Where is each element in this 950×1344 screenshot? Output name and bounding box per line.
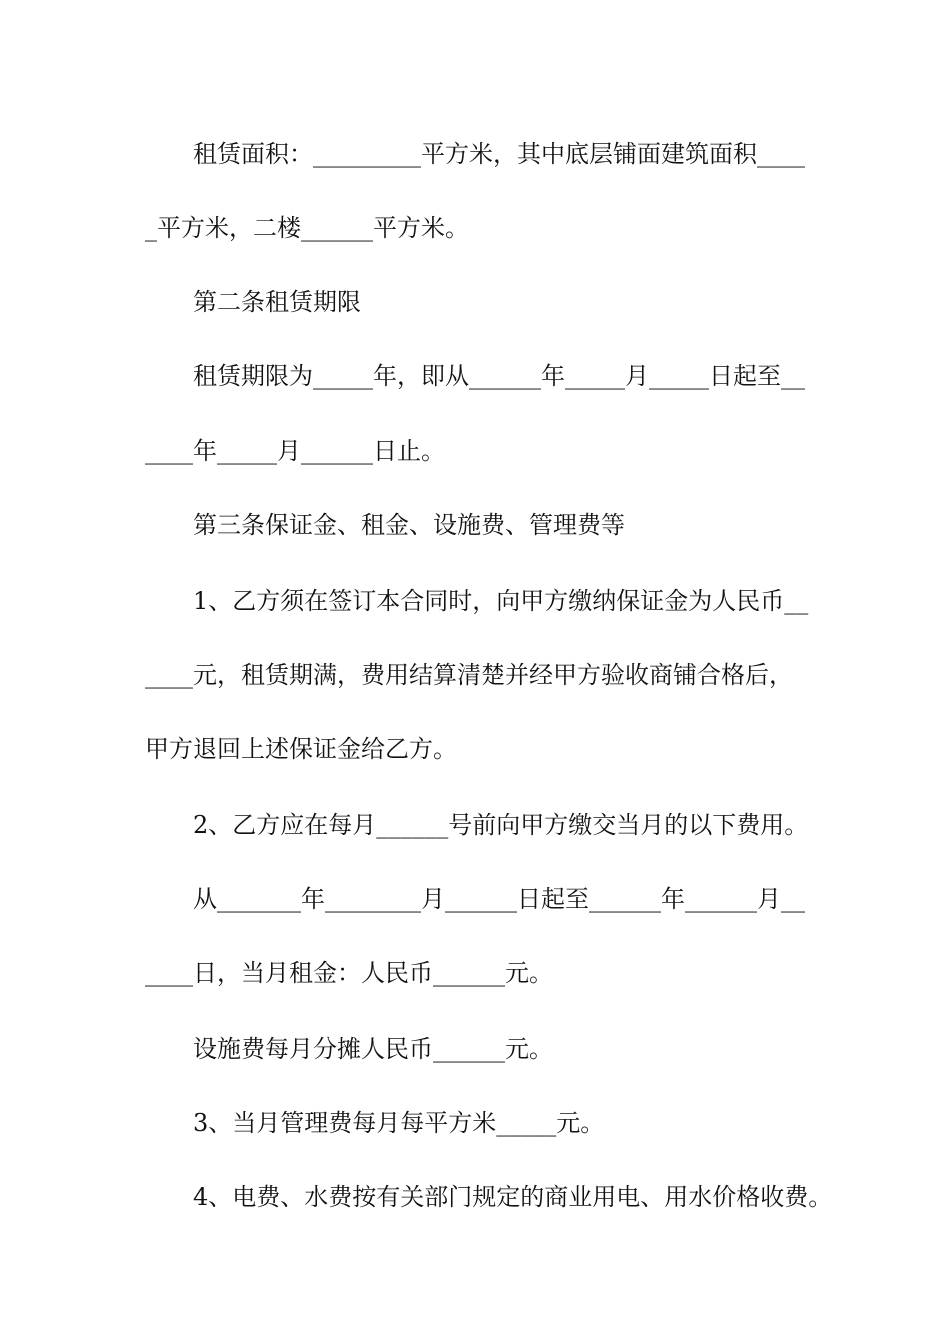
text-line-rent-period-cont: ____日，当月租金：人民币______元。 bbox=[145, 959, 553, 987]
text-line-deposit-return: 甲方退回上述保证金给乙方。 bbox=[145, 735, 457, 763]
text-line-monthly-payment: 2、乙方应在每月______号前向甲方缴交当月的以下费用。 bbox=[193, 811, 809, 839]
text-line-lease-term-cont: ____年_____月______日止。 bbox=[145, 437, 445, 465]
text-line-utilities: 4、电费、水费按有关部门规定的商业用电、用水价格收费。 bbox=[193, 1183, 833, 1211]
text-line-facility-fee: 设施费每月分摊人民币______元。 bbox=[193, 1035, 553, 1063]
text-line-deposit-cont: ____元，租赁期满，费用结算清楚并经甲方验收商铺合格后， bbox=[145, 661, 793, 689]
section-heading-deposit-rent: 第三条保证金、租金、设施费、管理费等 bbox=[193, 511, 625, 539]
text-line-lease-term: 租赁期限为_____年，即从______年_____月_____日起至__ bbox=[193, 362, 805, 390]
text-line-management-fee: 3、当月管理费每月每平方米_____元。 bbox=[193, 1109, 605, 1137]
text-line-rent-period: 从_______年________月______日起至______年______月__ bbox=[193, 885, 805, 913]
text-line-lease-area: 租赁面积：_________平方米，其中底层铺面建筑面积____ bbox=[193, 140, 805, 168]
text-line-lease-area-cont: _平方米，二楼______平方米。 bbox=[145, 214, 469, 242]
section-heading-lease-term: 第二条租赁期限 bbox=[193, 288, 361, 316]
text-line-deposit: 1、乙方须在签订本合同时，向甲方缴纳保证金为人民币__ bbox=[193, 587, 809, 615]
